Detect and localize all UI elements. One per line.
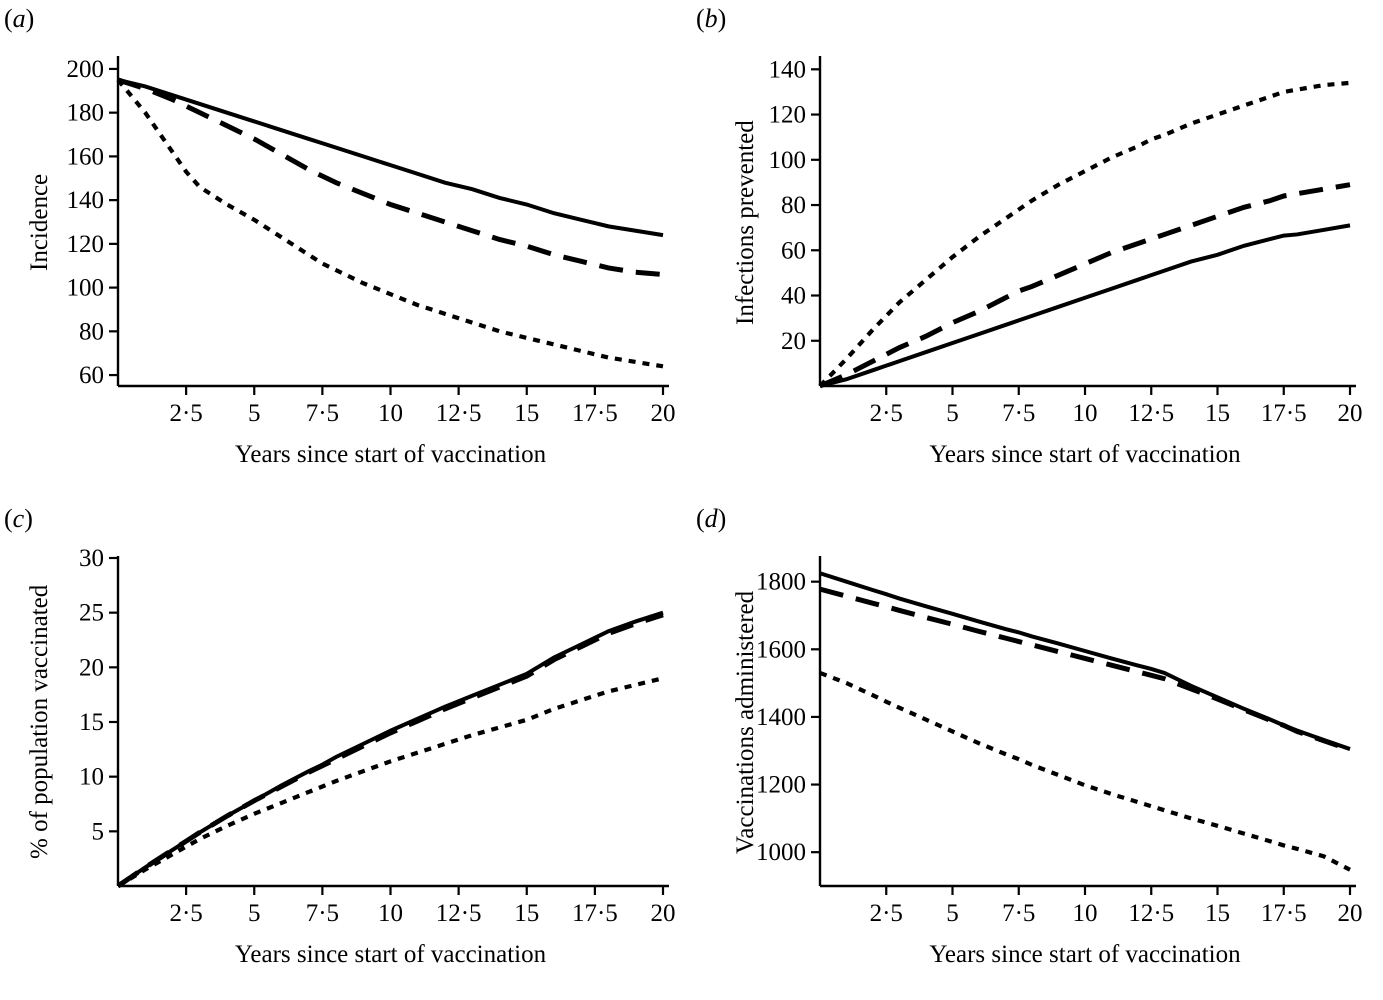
x-tick-label: 15 [1205,400,1230,427]
series-line-dashed [118,80,663,275]
panel-label: (c) [4,504,33,533]
series-line-dashed [820,185,1350,386]
x-axis-title: Years since start of vaccination [929,441,1241,468]
x-tick-label: 15 [1205,900,1230,927]
series-line-dotted [820,673,1350,870]
plot-canvas [692,500,1383,1000]
chart-panel-b [692,0,1383,500]
x-tick-label: 10 [1072,900,1098,927]
x-tick-label: 12·5 [435,400,482,427]
series-line-dotted [118,80,663,366]
series-line-dotted [820,83,1350,386]
y-tick-label: 1800 [756,568,806,596]
x-tick-label: 17·5 [1260,400,1307,427]
panel-label: (a) [4,4,35,33]
x-tick-label: 17·5 [571,400,618,427]
panel-label: (d) [696,504,727,533]
series-line-solid [118,80,663,235]
x-tick-label: 2·5 [169,400,203,427]
x-tick-label: 10 [378,400,403,427]
series-line-dashed [820,589,1350,750]
y-tick-label: 15 [79,709,104,736]
y-tick-label: 200 [66,55,104,83]
chart-panel-d [692,500,1383,1000]
x-tick-label: 17·5 [571,900,618,927]
x-tick-label: 7·5 [1002,900,1036,927]
x-axis-title: Years since start of vaccination [929,941,1241,968]
y-tick-label: 80 [781,192,806,220]
y-tick-label: 30 [79,545,104,572]
y-tick-label: 1400 [756,703,806,731]
plot-canvas [692,0,1383,500]
y-tick-label: 20 [781,327,806,355]
x-tick-label: 5 [946,900,959,927]
y-tick-label: 60 [781,237,806,265]
y-axis-title: Vaccinations administered [732,590,759,854]
y-tick-label: 100 [66,274,104,302]
y-axis-title: % of population vaccinated [26,584,53,859]
y-tick-label: 20 [79,654,104,682]
y-tick-label: 1000 [756,839,806,867]
x-tick-label: 17·5 [1260,900,1307,927]
x-tick-label: 20 [650,900,676,927]
y-tick-label: 80 [79,318,104,346]
x-tick-label: 20 [1337,400,1363,427]
y-tick-label: 40 [781,282,806,310]
plot-canvas [0,0,691,500]
x-tick-label: 5 [248,900,261,927]
x-tick-label: 15 [514,400,540,427]
x-tick-label: 2·5 [869,400,903,427]
y-tick-label: 100 [768,146,806,174]
x-tick-label: 7·5 [305,400,340,427]
x-tick-label: 2·5 [869,900,903,927]
y-tick-label: 180 [66,99,104,127]
x-tick-label: 5 [946,400,959,427]
y-tick-label: 120 [66,230,104,258]
y-tick-label: 5 [91,818,104,846]
chart-panel-a [0,0,691,500]
plot-canvas [0,500,691,1000]
x-tick-label: 7·5 [1002,400,1036,427]
series-line-solid [820,225,1350,386]
x-tick-label: 10 [378,900,403,927]
x-tick-label: 12·5 [435,900,482,927]
x-tick-label: 12·5 [1128,900,1175,927]
x-tick-label: 15 [514,900,540,927]
x-tick-label: 2·5 [169,900,203,927]
panel-label: (b) [696,4,727,33]
y-axis-title: Incidence [26,173,53,271]
series-line-solid [118,613,663,886]
y-tick-label: 10 [79,763,104,791]
chart-panel-c [0,500,691,1000]
series-line-dotted [118,678,663,886]
x-tick-label: 10 [1072,400,1098,427]
y-axis-title: Infections prevented [732,119,759,325]
x-tick-label: 20 [1337,900,1363,927]
y-tick-label: 25 [79,599,104,627]
series-line-dashed [118,615,663,886]
y-tick-label: 60 [79,362,104,390]
x-axis-title: Years since start of vaccination [234,441,547,468]
x-tick-label: 20 [650,400,676,427]
x-axis-title: Years since start of vaccination [234,941,547,968]
y-tick-label: 140 [66,187,104,215]
x-tick-label: 7·5 [305,900,340,927]
y-tick-label: 120 [768,101,806,129]
y-tick-label: 1600 [756,636,806,664]
x-tick-label: 5 [248,400,261,427]
y-tick-label: 1200 [756,771,806,799]
series-line-solid [820,573,1350,749]
y-tick-label: 140 [768,56,806,84]
x-tick-label: 12·5 [1128,400,1175,427]
y-tick-label: 160 [66,143,104,171]
